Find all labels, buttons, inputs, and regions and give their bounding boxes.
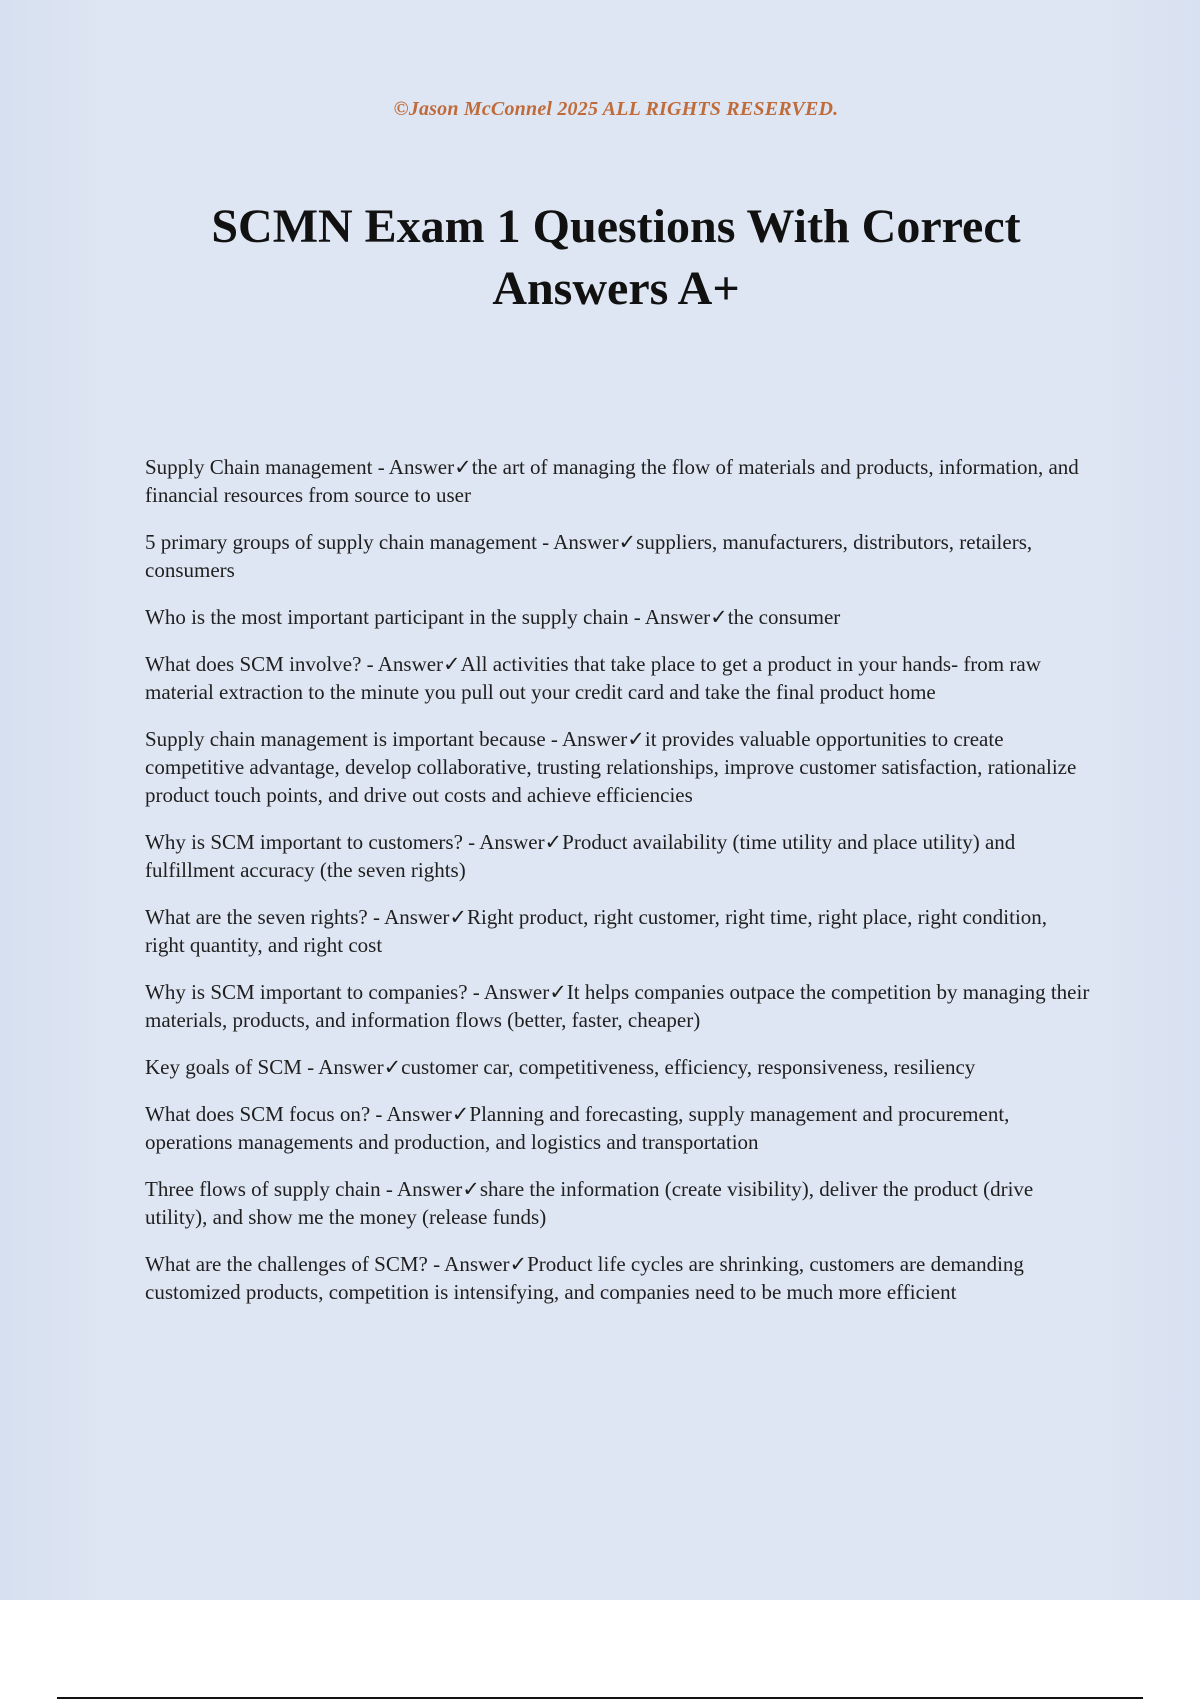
qa-answer-label: - Answer✓	[462, 830, 563, 854]
qa-answer: All activities that take place to get a product in your hands- from raw material extraction to the minute you pull out your credit card and take the final product home	[145, 652, 1041, 704]
qa-answer-label: - Answer✓	[367, 905, 467, 929]
qa-answer: customer car, competitiveness, efficiency, responsiveness, resiliency	[401, 1055, 976, 1079]
qa-question: Why is SCM important to customers?	[145, 830, 463, 854]
copyright-notice: ©Jason McConnel 2025 ALL RIGHTS RESERVED.	[393, 98, 839, 120]
qa-item	[145, 1053, 1090, 1081]
qa-item	[145, 453, 1090, 509]
qa-answer: It helps companies outpace the competition by managing their materials, products, and information flows (better, faster, cheaper)	[145, 980, 1090, 1032]
qa-item	[145, 603, 1090, 631]
qa-answer: the art of managing the flow of materials and products, information, and financial resources from source to user	[145, 455, 1079, 507]
qa-answer-label: - Answer✓	[301, 1055, 402, 1079]
qa-item	[145, 725, 1090, 809]
qa-answer: Right product, right customer, right time, right place, right condition, right quantity, and right cost	[145, 905, 1048, 957]
qa-item	[145, 650, 1090, 706]
qa-answer-label: - Answer✓	[370, 1102, 470, 1126]
qa-answer: Product life cycles are shrinking, customers are demanding customized products, competition is intensifying, and companies need to be much more efficient	[145, 1252, 1024, 1304]
footer-divider	[57, 1697, 1143, 1699]
qa-answer-label: - Answer✓	[467, 980, 567, 1004]
qa-question: What are the seven rights?	[145, 905, 368, 929]
qa-answer: suppliers, manufacturers, distributors, retailers, consumers	[145, 530, 1033, 582]
qa-answer-label: - Answer✓	[380, 1177, 480, 1201]
qa-item	[145, 828, 1090, 884]
qa-answer: the consumer	[727, 605, 841, 629]
qa-answer-label: - Answer✓	[372, 455, 472, 479]
qa-question: Key goals of SCM	[145, 1055, 302, 1079]
qa-item	[145, 978, 1090, 1034]
qa-item	[145, 1100, 1090, 1156]
qa-answer: it provides valuable opportunities to create competitive advantage, develop collaborative, trusting relationships, improve customer satisfaction, rationalize product touch points, and drive out costs and achieve efficiencies	[145, 727, 1077, 807]
qa-item	[145, 1175, 1090, 1231]
qa-answer: Product availability (time utility and place utility) and fulfillment accuracy (the seven rights)	[145, 830, 1016, 882]
qa-question: 5 primary groups of supply chain management	[145, 530, 537, 554]
qa-answer: share the information (create visibility), deliver the product (drive utility), and show me the money (release funds)	[145, 1177, 1034, 1229]
qa-question: Supply Chain management	[145, 455, 373, 479]
qa-question: Why is SCM important to companies?	[145, 980, 468, 1004]
page-title: SCMN Exam 1 Questions With Correct Answers A+	[211, 200, 1021, 315]
qa-question: Three flows of supply chain	[145, 1177, 381, 1201]
qa-answer-label: - Answer✓	[361, 652, 461, 676]
qa-item	[145, 903, 1090, 959]
qa-answer-label: - Answer✓	[427, 1252, 528, 1276]
qa-question: What does SCM involve?	[145, 652, 362, 676]
qa-answer-label: - Answer✓	[545, 727, 645, 751]
qa-item	[145, 528, 1090, 584]
qa-question: Who is the most important participant in the supply chain	[145, 605, 629, 629]
qa-answer-label: - Answer✓	[628, 605, 728, 629]
qa-answer-label: - Answer✓	[536, 530, 637, 554]
qa-item	[145, 1250, 1090, 1306]
qa-question: Supply chain management is important because	[145, 727, 546, 751]
qa-question: What are the challenges of SCM?	[145, 1252, 428, 1276]
qa-answer: Planning and forecasting, supply management and procurement, operations managements and production, and logistics and transportation	[145, 1102, 1010, 1154]
qa-list	[145, 453, 1090, 1325]
qa-question: What does SCM focus on?	[145, 1102, 371, 1126]
